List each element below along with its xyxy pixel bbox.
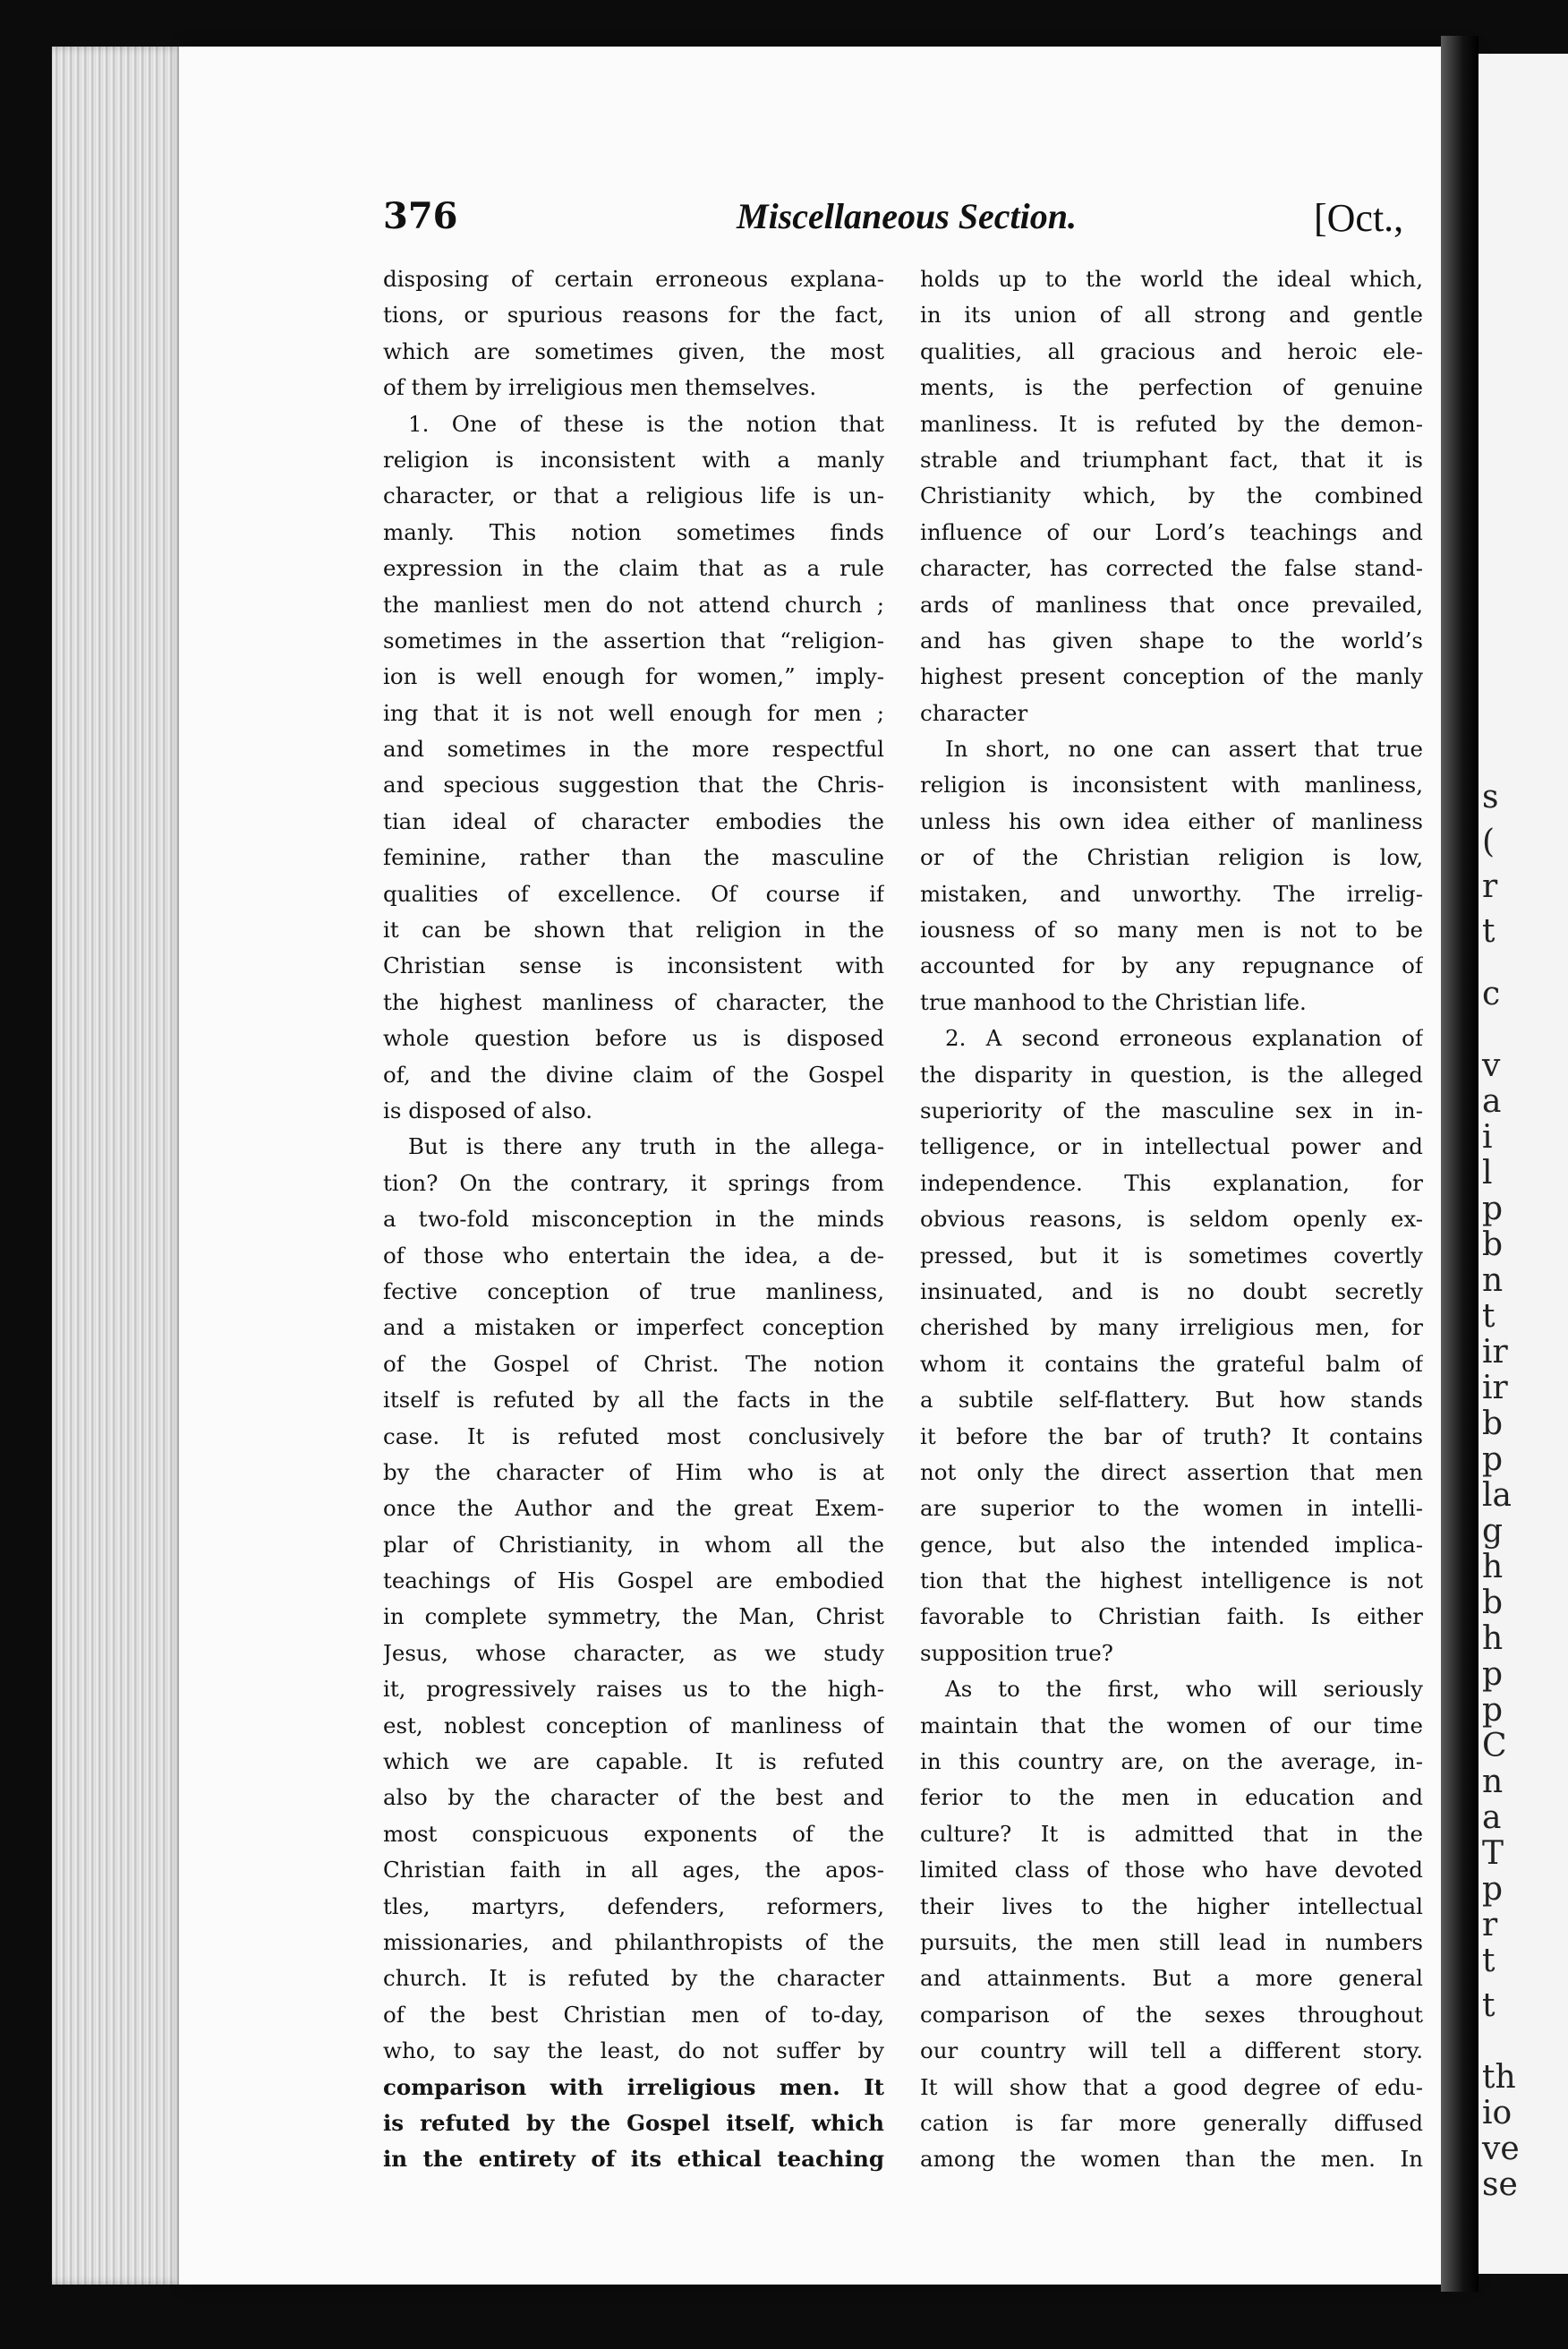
adjacent-page-letter: v	[1482, 1047, 1501, 1084]
text-line: and a mistaken or imperfect conception	[383, 1314, 884, 1341]
text-line: of the Gospel of Christ. The notion	[383, 1350, 884, 1377]
text-line: and has given shape to the world’s	[920, 627, 1423, 653]
text-line: not only the direct assertion that men	[920, 1458, 1423, 1485]
adjacent-page-letter: la	[1482, 1477, 1512, 1514]
text-line: comparison of the sexes throughout	[920, 2001, 1423, 2028]
text-line: fective conception of true manliness,	[383, 1277, 884, 1304]
text-line: iousness of so many men is not to be	[920, 917, 1423, 944]
text-line: religion is inconsistent with manliness,	[920, 772, 1423, 799]
text-line: ards of manliness that once prevailed,	[920, 591, 1423, 618]
adjacent-page-letter: p	[1482, 1441, 1504, 1478]
adjacent-page-letter: i	[1482, 1119, 1493, 1156]
text-line: missionaries, and philanthropists of the	[383, 1928, 884, 1955]
text-line: the highest manliness of character, the	[383, 988, 884, 1015]
text-line: case. It is refuted most conclusively	[383, 1422, 884, 1449]
text-line: Christian faith in all ages, the apos-	[383, 1857, 884, 1883]
text-line: of them by irreligious men themselves.	[383, 374, 817, 401]
text-line: it can be shown that religion in the	[383, 917, 884, 944]
text-line: and attainments. But a more general	[920, 1965, 1423, 1992]
text-line: whom it contains the grateful balm of	[920, 1350, 1423, 1377]
section-title: Miscellaneous Section.	[737, 196, 1078, 236]
adjacent-page-letter: C	[1482, 1728, 1507, 1764]
book-gutter	[1441, 36, 1479, 2292]
text-line: in the entirety of its ethical teaching	[383, 2146, 884, 2173]
text-line: obvious reasons, is seldom openly ex-	[920, 1206, 1423, 1233]
text-line: itself is refuted by all the facts in the	[383, 1387, 884, 1414]
text-line: limited class of those who have devoted	[920, 1857, 1423, 1883]
text-line: expression in the claim that as a rule	[383, 555, 884, 582]
text-line: feminine, rather than the masculine	[383, 844, 884, 871]
text-line: by the character of Him who is at	[383, 1458, 884, 1485]
text-line: manly. This notion sometimes finds	[383, 518, 884, 545]
text-line: comparison with irreligious men. It	[383, 2073, 884, 2100]
adjacent-page-letter: c	[1482, 976, 1501, 1012]
text-line: 2. A second erroneous explanation of	[945, 1025, 1423, 1052]
text-line: our country will tell a different story.	[920, 2037, 1423, 2064]
text-line: superiority of the masculine sex in in-	[920, 1097, 1423, 1123]
text-line: it before the bar of truth? It contains	[920, 1422, 1423, 1449]
text-line: of, and the divine claim of the Gospel	[383, 1061, 884, 1088]
text-line: is disposed of also.	[383, 1097, 592, 1123]
text-line: cation is far more generally diffused	[920, 2109, 1423, 2136]
issue-mark: [Oct.,	[1314, 196, 1404, 240]
text-line: favorable to Christian faith. Is either	[920, 1603, 1423, 1630]
adjacent-page-letter: a	[1482, 1083, 1502, 1120]
text-line: among the women than the men. In	[920, 2146, 1423, 2173]
adjacent-page-letter: b	[1482, 1405, 1504, 1442]
text-line: their lives to the higher intellectual	[920, 1892, 1423, 1919]
text-line: and sometimes in the more respectful	[383, 736, 884, 763]
text-line: the manliest men do not attend church ;	[383, 591, 884, 618]
text-line: unless his own idea either of manliness	[920, 807, 1423, 834]
adjacent-page-letter: p	[1482, 1191, 1504, 1227]
text-line: accounted for by any repugnance of	[920, 952, 1423, 979]
text-line: ferior to the men in education and	[920, 1784, 1423, 1811]
adjacent-page-letter: th	[1482, 2059, 1516, 2096]
adjacent-page-letter: n	[1482, 1262, 1504, 1299]
text-line: telligence, or in intellectual power and	[920, 1133, 1423, 1160]
text-line: tions, or spurious reasons for the fact,	[383, 302, 884, 329]
adjacent-page-letter: t	[1482, 1943, 1496, 1979]
text-line: insinuated, and is no doubt secretly	[920, 1277, 1423, 1304]
text-line: strable and triumphant fact, that it is	[920, 446, 1423, 473]
text-line: pressed, but it is sometimes covertly	[920, 1242, 1423, 1268]
text-line: in this country are, on the average, in-	[920, 1748, 1423, 1775]
text-line: which we are capable. It is refuted	[383, 1748, 884, 1775]
text-line: and specious suggestion that the Chris-	[383, 772, 884, 799]
text-line: most conspicuous exponents of the	[383, 1820, 884, 1847]
adjacent-page-letter: io	[1482, 2095, 1513, 2131]
text-line: a two-fold misconception in the minds	[383, 1206, 884, 1233]
text-line: tion that the highest intelligence is not	[920, 1567, 1423, 1594]
text-line: highest present conception of the manly	[920, 663, 1423, 690]
text-line: mistaken, and unworthy. The irrelig-	[920, 880, 1423, 907]
text-line: manliness. It is refuted by the demon-	[920, 410, 1423, 437]
adjacent-page-letter: g	[1482, 1513, 1504, 1550]
adjacent-page-fragment	[1479, 54, 1568, 2274]
text-line: qualities of excellence. Of course if	[383, 880, 884, 907]
text-line: Christianity which, by the combined	[920, 483, 1423, 509]
text-line: tion? On the contrary, it springs from	[383, 1169, 884, 1196]
adjacent-page-letter: se	[1482, 2166, 1518, 2203]
text-line: in complete symmetry, the Man, Christ	[383, 1603, 884, 1630]
text-line: teachings of His Gospel are embodied	[383, 1567, 884, 1594]
text-line: is refuted by the Gospel itself, which	[383, 2109, 884, 2136]
adjacent-page-letter: t	[1482, 913, 1496, 950]
page-number: 376	[383, 195, 458, 237]
text-line: tles, martyrs, defenders, reformers,	[383, 1892, 884, 1919]
text-line: pursuits, the men still lead in numbers	[920, 1928, 1423, 1955]
text-line: holds up to the world the ideal which,	[920, 266, 1423, 292]
adjacent-page-letter: r	[1482, 868, 1498, 905]
adjacent-page-letter: ir	[1482, 1334, 1508, 1371]
adjacent-page-letter: b	[1482, 1226, 1504, 1263]
text-line: influence of our Lord’s teachings and	[920, 518, 1423, 545]
text-line: Christian sense is inconsistent with	[383, 952, 884, 979]
adjacent-page-letter: t	[1482, 1987, 1496, 2024]
text-line: the disparity in question, is the alleged	[920, 1061, 1423, 1088]
left-text-column	[383, 261, 884, 2178]
text-line: ments, is the perfection of genuine	[920, 374, 1423, 401]
text-line: ion is well enough for women,” imply-	[383, 663, 884, 690]
adjacent-page-letter: h	[1482, 1620, 1504, 1657]
book-page-edges	[52, 47, 186, 2285]
adjacent-page-letter: t	[1482, 1298, 1496, 1335]
text-line: independence. This explanation, for	[920, 1169, 1423, 1196]
adjacent-page-letter: l	[1482, 1155, 1493, 1192]
adjacent-page-letter: a	[1482, 1799, 1502, 1836]
text-line: character	[920, 699, 1028, 726]
right-text-column	[920, 261, 1423, 2178]
text-line: true manhood to the Christian life.	[920, 988, 1307, 1015]
text-line: a subtile self-flattery. But how stands	[920, 1387, 1423, 1414]
text-line: It will show that a good degree of edu-	[920, 2073, 1423, 2100]
text-line: also by the character of the best and	[383, 1784, 884, 1811]
text-line: culture? It is admitted that in the	[920, 1820, 1423, 1847]
text-line: disposing of certain erroneous explana-	[383, 266, 884, 292]
text-line: gence, but also the intended implica-	[920, 1531, 1423, 1558]
text-line: which are sometimes given, the most	[383, 337, 884, 364]
text-line: 1. One of these is the notion that	[408, 410, 884, 437]
text-line: tian ideal of character embodies the	[383, 807, 884, 834]
text-line: supposition true?	[920, 1639, 1113, 1666]
text-line: cherished by many irreligious men, for	[920, 1314, 1423, 1341]
text-line: of the best Christian men of to-day,	[383, 2001, 884, 2028]
adjacent-page-letter: ir	[1482, 1370, 1508, 1406]
adjacent-page-letter: s	[1482, 779, 1499, 816]
adjacent-page-letter: r	[1482, 1907, 1498, 1943]
text-line: who, to say the least, do not suffer by	[383, 2037, 884, 2064]
adjacent-page-letter: T	[1482, 1835, 1504, 1872]
text-line: whole question before us is disposed	[383, 1025, 884, 1052]
adjacent-page-letter: p	[1482, 1656, 1504, 1693]
text-line: maintain that the women of our time	[920, 1712, 1423, 1738]
text-line: character, or that a religious life is un-	[383, 483, 884, 509]
text-line: in its union of all strong and gentle	[920, 302, 1423, 329]
text-line: plar of Christianity, in whom all the	[383, 1531, 884, 1558]
adjacent-page-letter: ve	[1482, 2131, 1520, 2167]
adjacent-page-letter: b	[1482, 1585, 1504, 1621]
text-line: est, noblest conception of manliness of	[383, 1712, 884, 1738]
text-line: But is there any truth in the allega-	[408, 1133, 884, 1160]
adjacent-page-letter: p	[1482, 1692, 1504, 1729]
text-line: religion is inconsistent with a manly	[383, 446, 884, 473]
text-line: church. It is refuted by the character	[383, 1965, 884, 1992]
text-line: are superior to the women in intelli-	[920, 1495, 1423, 1522]
text-line: or of the Christian religion is low,	[920, 844, 1423, 871]
adjacent-page-letter: (	[1482, 824, 1496, 860]
adjacent-page-letter: h	[1482, 1549, 1504, 1585]
text-line: character, has corrected the false stand-	[920, 555, 1423, 582]
text-line: As to the first, who will seriously	[945, 1676, 1423, 1703]
text-line: qualities, all gracious and heroic ele-	[920, 337, 1423, 364]
text-line: Jesus, whose character, as we study	[383, 1639, 884, 1666]
adjacent-page-letter: n	[1482, 1764, 1504, 1800]
text-line: it, progressively raises us to the high-	[383, 1676, 884, 1703]
adjacent-page-letter: p	[1482, 1871, 1504, 1908]
text-line: ing that it is not well enough for men ;	[383, 699, 884, 726]
running-head	[383, 195, 1421, 245]
text-line: sometimes in the assertion that “religion-	[383, 627, 884, 653]
text-line: In short, no one can assert that true	[945, 736, 1423, 763]
text-line: once the Author and the great Exem-	[383, 1495, 884, 1522]
text-line: of those who entertain the idea, a de-	[383, 1242, 884, 1268]
